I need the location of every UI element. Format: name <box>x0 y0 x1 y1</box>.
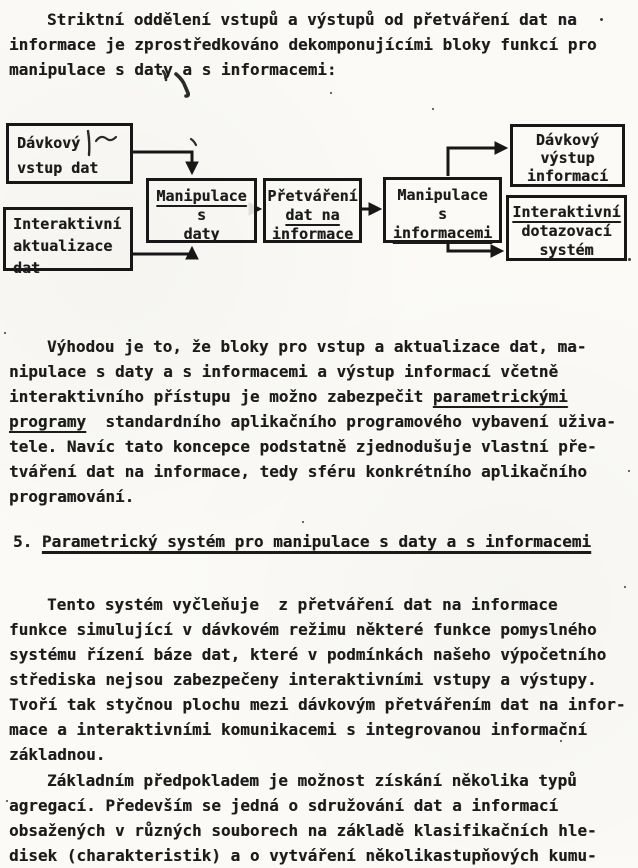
scan-speck <box>6 800 8 802</box>
text-segment: systému řízení báze dat, které v podmínkách našeho výpočetního <box>9 645 607 664</box>
scan-speck <box>600 18 603 21</box>
box-batch-data-input <box>6 123 133 184</box>
underlined-text: programy <box>9 412 87 431</box>
underlined-text: parametrickými <box>432 387 568 406</box>
arrow-information-manipulation-to-batch-output <box>448 148 504 176</box>
box-label-line: Interaktivní <box>13 215 122 233</box>
section-title: Parametrický systém pro manipulace s daty a s informacemi <box>41 532 591 551</box>
box-label-line: Manipulace <box>156 187 247 205</box>
box-label-line: systém <box>539 241 594 259</box>
scan-speck <box>330 92 332 94</box>
box-label-line: informace <box>271 225 354 243</box>
scan-speck <box>560 740 562 742</box>
text-segment: střediska nejsou zabezpečeny interaktivními vstupy a výstupy. <box>9 670 597 689</box>
text-segment: tváření dat na informace, tedy sféru konkrétního aplikačního <box>9 462 587 481</box>
paragraph-system-description <box>9 592 631 767</box>
scan-speck <box>302 521 304 523</box>
scan-speck <box>4 332 6 334</box>
box-label-line: vstup dat <box>17 159 99 177</box>
text-line <box>9 32 631 57</box>
text-segment: Výhodou je to, že bloky pro vstup a aktualizace dat, ma- <box>47 337 587 356</box>
text-line <box>9 459 631 484</box>
box-data-to-information <box>263 178 362 243</box>
text-segment: Tvoří tak styčnou plochu mezi dávkovým přetvářením dat na infor- <box>9 695 626 714</box>
text-segment: nipulace s daty a s informacemi a výstup informací včetně <box>9 362 559 381</box>
dataflow-diagram <box>0 112 638 294</box>
paragraph-aggregation <box>9 768 631 868</box>
box-label-line: dat na <box>285 206 340 224</box>
box-label-line: informacemi <box>392 224 493 242</box>
text-segment: základnou. <box>9 745 106 764</box>
box-label-line: aktualizace <box>13 237 113 255</box>
box-label-line: dotazovací <box>521 222 612 240</box>
text-segment: standardního aplikačního programového vybavení uživa- <box>86 412 616 431</box>
text-line <box>9 334 631 359</box>
text-segment: obsažených v různých souborech na základě klasifikačních hle- <box>9 821 597 840</box>
box-label-line: Dávkový <box>535 131 600 149</box>
text-line <box>9 843 631 868</box>
box-batch-information-output <box>510 124 625 187</box>
text-segment: agregací. Především se jedná o sdružování dat a informací <box>9 796 559 815</box>
box-interactive-query-system <box>506 195 627 261</box>
box-label-line: daty <box>183 225 220 243</box>
box-label-line: Manipulace <box>397 186 488 204</box>
text-line <box>9 667 631 692</box>
text-segment: programování. <box>9 487 135 506</box>
box-label-line: výstup <box>540 149 595 167</box>
text-segment: Tento systém vyčleňuje z přetváření dat na informace <box>47 595 558 614</box>
box-interactive-data-update <box>3 207 133 277</box>
box-label-line: Dávkový <box>17 134 81 152</box>
arrow-information-manipulation-to-query-system <box>448 244 500 251</box>
text-line <box>9 742 631 767</box>
text-line <box>9 409 631 434</box>
text-line <box>9 768 631 793</box>
box-label-line: s <box>437 205 448 223</box>
section-heading <box>13 532 591 551</box>
paragraph-intro <box>9 7 631 82</box>
text-line <box>9 818 631 843</box>
box-label-line: Přetváření <box>267 187 358 205</box>
text-line <box>9 692 631 717</box>
text-segment: tele. Navíc tato koncepce podstatně zjednodušuje vlastní pře- <box>9 437 597 456</box>
paragraph-advantages <box>9 334 631 509</box>
text-line <box>9 793 631 818</box>
arrow-interactive-update-to-data-manipulation <box>133 250 192 254</box>
text-segment: disek (charakteristik) a o vytváření několikastupňových kumu- <box>9 846 597 865</box>
box-information-manipulation <box>383 177 502 243</box>
text-segment: Základním předpokladem je možnost získání několika typů <box>47 771 577 790</box>
box-label-line: informací <box>526 167 609 185</box>
box-label-line: Interaktivní <box>512 203 621 221</box>
text-segment: interaktivního přístupu je možno zabezpečit <box>9 387 433 406</box>
text-segment: Striktní oddělení vstupů a výstupů od přetváření dat na <box>47 10 577 29</box>
text-line <box>9 484 631 509</box>
text-line <box>9 7 631 32</box>
scan-speck <box>628 258 631 261</box>
arrow-batch-input-to-data-manipulation <box>133 152 192 171</box>
scan-speck <box>628 470 630 472</box>
text-line <box>9 384 631 409</box>
box-data-manipulation <box>146 178 257 243</box>
text-segment: funkce simulující v dávkovém režimu některé funkce pomyslného <box>9 620 597 639</box>
box-label-line: s <box>196 206 207 224</box>
text-segment: manipulace s daty a s informacemi: <box>9 60 337 79</box>
box-label-line: dat <box>13 259 41 277</box>
section-number: 5. <box>13 532 42 551</box>
text-line <box>9 617 631 642</box>
text-line <box>9 434 631 459</box>
scan-speck <box>624 586 626 588</box>
text-line <box>9 57 631 82</box>
text-line <box>9 359 631 384</box>
scan-speck <box>432 108 434 110</box>
text-segment: informace je zprostředkováno dekomponujícími bloky funkcí pro <box>9 35 597 54</box>
text-line <box>9 642 631 667</box>
text-segment: mace a interaktivními komunikacemi s integrovanou informační <box>9 720 587 739</box>
text-line <box>9 717 631 742</box>
text-line <box>9 592 631 617</box>
